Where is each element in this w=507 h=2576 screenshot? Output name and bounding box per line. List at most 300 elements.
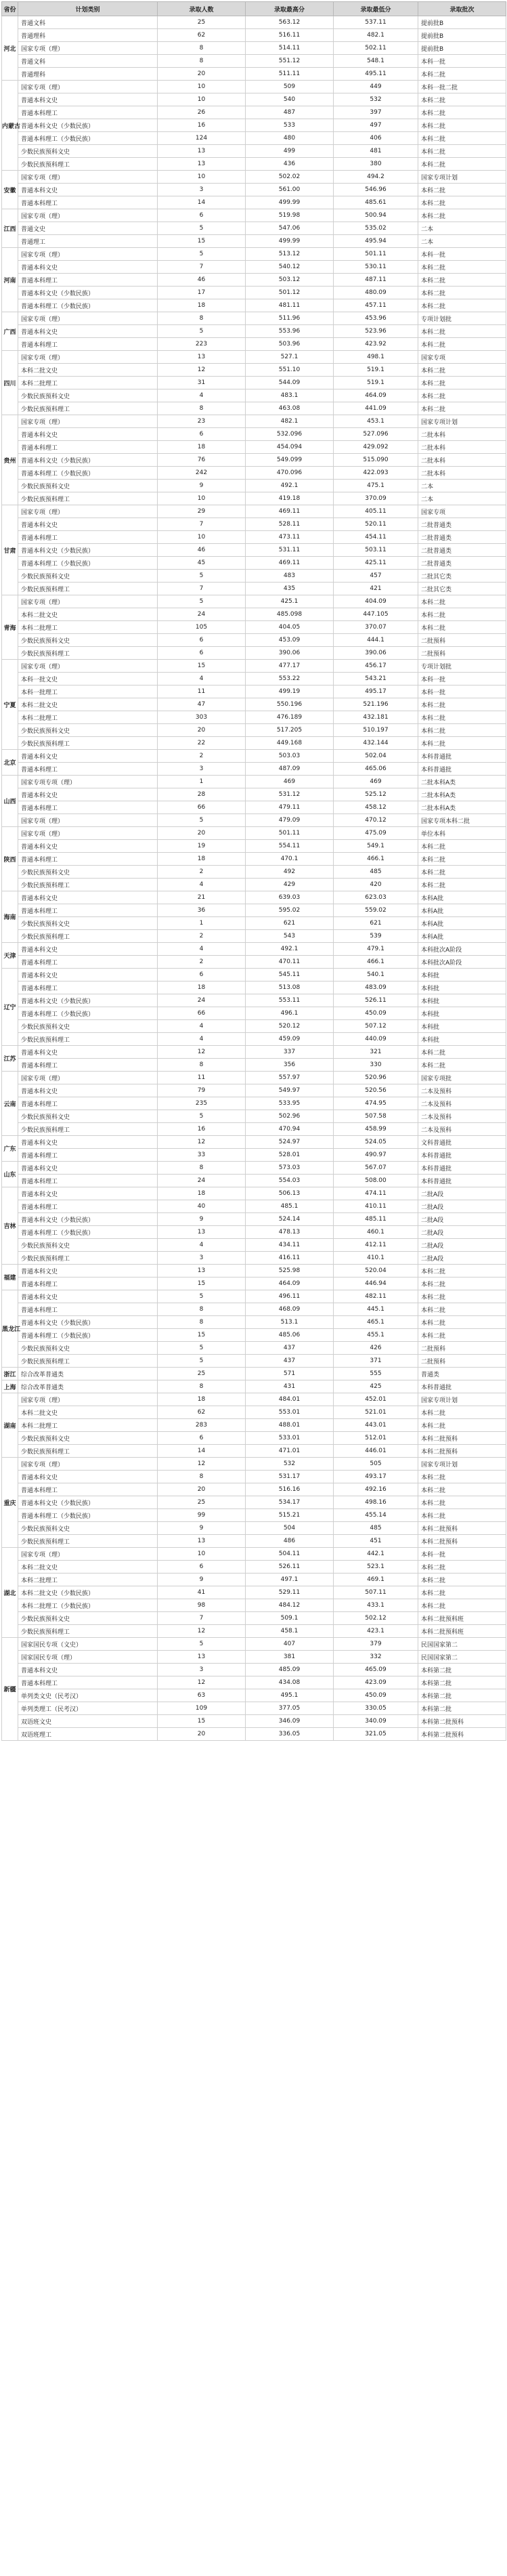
batch-cell: 本科二批 [418, 1599, 506, 1612]
admitted-count-cell: 40 [158, 1200, 246, 1213]
plan-category-cell: 普通本科理工 [18, 763, 158, 776]
batch-cell: 文科普通批 [418, 1136, 506, 1149]
min-score-cell: 555 [334, 1368, 418, 1380]
min-score-cell: 469.1 [334, 1574, 418, 1586]
admitted-count-cell: 15 [158, 1715, 246, 1728]
min-score-cell: 520.11 [334, 518, 418, 531]
table-row [2, 1278, 506, 1290]
admitted-count-cell: 45 [158, 557, 246, 570]
admitted-count-cell: 8 [158, 42, 246, 55]
table-row [2, 544, 506, 557]
min-score-cell: 370.07 [334, 621, 418, 634]
plan-category-cell: 本科二批理工 [18, 1574, 158, 1586]
batch-cell: 本科二批 [418, 840, 506, 853]
plan-category-cell: 少数民族预科理工 [18, 737, 158, 750]
admitted-count-cell: 8 [158, 402, 246, 415]
batch-cell: 二批预科 [418, 634, 506, 647]
max-score-cell: 499.99 [246, 235, 334, 248]
min-score-cell: 445.1 [334, 1303, 418, 1316]
header-province: 省份 [2, 2, 18, 16]
max-score-cell: 544.09 [246, 377, 334, 389]
table-row [2, 801, 506, 814]
plan-category-cell: 普通文科 [18, 55, 158, 68]
admitted-count-cell: 20 [158, 1728, 246, 1741]
plan-category-cell: 本科二批理工 [18, 1419, 158, 1432]
batch-cell: 二批其它类 [418, 570, 506, 583]
plan-category-cell: 少数民族预科文史 [18, 389, 158, 402]
max-score-cell: 459.09 [246, 1033, 334, 1046]
table-row [2, 68, 506, 81]
province-cell: 安徽 [2, 171, 18, 209]
batch-cell: 本科二批 [418, 1278, 506, 1290]
plan-category-cell: 国家专项（理） [18, 248, 158, 261]
max-score-cell: 463.08 [246, 402, 334, 415]
batch-cell: 本科批 [418, 1007, 506, 1020]
admitted-count-cell: 14 [158, 196, 246, 209]
min-score-cell: 498.1 [334, 351, 418, 364]
table-row [2, 1445, 506, 1458]
batch-cell: 本科普通批 [418, 763, 506, 776]
max-score-cell: 495.1 [246, 1689, 334, 1702]
table-row [2, 235, 506, 248]
min-score-cell: 543.21 [334, 673, 418, 685]
batch-cell: 二本 [418, 222, 506, 235]
max-score-cell: 551.10 [246, 364, 334, 377]
province-cell: 贵州 [2, 415, 18, 505]
plan-category-cell: 普通本科理工 [18, 1483, 158, 1496]
batch-cell: 本科二批预科 [418, 1535, 506, 1548]
batch-cell: 提前批B [418, 42, 506, 55]
plan-category-cell: 少数民族预科文史 [18, 1110, 158, 1123]
plan-category-cell: 少数民族预科文史 [18, 1239, 158, 1252]
header-admitted-count: 录取人数 [158, 2, 246, 16]
plan-category-cell: 普通本科理工（少数民族） [18, 1226, 158, 1239]
max-score-cell: 449.168 [246, 737, 334, 750]
admitted-count-cell: 1 [158, 917, 246, 930]
max-score-cell: 437 [246, 1355, 334, 1368]
plan-category-cell: 国家专项（理） [18, 1458, 158, 1471]
plan-category-cell: 国家专项（理） [18, 827, 158, 840]
min-score-cell: 494.2 [334, 171, 418, 184]
min-score-cell: 379 [334, 1638, 418, 1651]
max-score-cell: 436 [246, 158, 334, 171]
max-score-cell: 478.13 [246, 1226, 334, 1239]
batch-cell: 本科批 [418, 1020, 506, 1033]
min-score-cell: 453.96 [334, 312, 418, 325]
province-cell: 新疆 [2, 1638, 18, 1741]
plan-category-cell: 少数民族预科文史 [18, 570, 158, 583]
batch-cell: 本科A批 [418, 917, 506, 930]
admitted-count-cell: 15 [158, 1278, 246, 1290]
batch-cell: 本科二批 [418, 93, 506, 106]
admitted-count-cell: 8 [158, 1303, 246, 1316]
batch-cell: 国家专项计划 [418, 1393, 506, 1406]
min-score-cell: 492.16 [334, 1483, 418, 1496]
admitted-count-cell: 18 [158, 1187, 246, 1200]
plan-category-cell: 普通本科理工（少数民族） [18, 467, 158, 480]
admitted-count-cell: 5 [158, 1342, 246, 1355]
max-score-cell: 549.099 [246, 454, 334, 467]
table-row [2, 827, 506, 840]
batch-cell: 本科二批 [418, 402, 506, 415]
batch-cell: 二批本科A类 [418, 801, 506, 814]
min-score-cell: 432.144 [334, 737, 418, 750]
batch-cell: 本科二批 [418, 106, 506, 119]
admitted-count-cell: 2 [158, 750, 246, 763]
batch-cell: 提前批B [418, 16, 506, 29]
admitted-count-cell: 20 [158, 827, 246, 840]
table-row [2, 492, 506, 505]
batch-cell: 本科二批预科班 [418, 1612, 506, 1625]
plan-category-cell: 少数民族预科理工 [18, 492, 158, 505]
admitted-count-cell: 4 [158, 1033, 246, 1046]
table-row [2, 1509, 506, 1522]
min-score-cell: 515.090 [334, 454, 418, 467]
max-score-cell: 573.03 [246, 1162, 334, 1175]
plan-category-cell: 普通本科理工 [18, 1278, 158, 1290]
max-score-cell: 419.18 [246, 492, 334, 505]
table-row [2, 1200, 506, 1213]
admitted-count-cell: 13 [158, 158, 246, 171]
min-score-cell: 464.09 [334, 389, 418, 402]
batch-cell: 二批本科A类 [418, 776, 506, 788]
plan-category-cell: 少数民族预科文史 [18, 917, 158, 930]
max-score-cell: 529.11 [246, 1586, 334, 1599]
table-row [2, 338, 506, 351]
province-cell: 天津 [2, 943, 18, 969]
max-score-cell: 473.11 [246, 531, 334, 544]
max-score-cell: 502.96 [246, 1110, 334, 1123]
min-score-cell: 426 [334, 1342, 418, 1355]
admitted-count-cell: 10 [158, 531, 246, 544]
max-score-cell: 470.1 [246, 853, 334, 866]
batch-cell: 国家专项 [418, 505, 506, 518]
min-score-cell: 493.17 [334, 1471, 418, 1483]
table-row [2, 1483, 506, 1496]
max-score-cell: 434.11 [246, 1239, 334, 1252]
plan-category-cell: 普通本科文史 [18, 261, 158, 274]
plan-category-cell: 普通本科文史 [18, 840, 158, 853]
admitted-count-cell: 8 [158, 312, 246, 325]
admitted-count-cell: 12 [158, 1136, 246, 1149]
plan-category-cell: 普通本科理工 [18, 1149, 158, 1162]
batch-cell: 专项计划批 [418, 660, 506, 673]
min-score-cell: 380 [334, 158, 418, 171]
table-row [2, 698, 506, 711]
batch-cell: 本科普通批 [418, 750, 506, 763]
table-row [2, 866, 506, 879]
admitted-count-cell: 20 [158, 1483, 246, 1496]
table-row [2, 634, 506, 647]
max-score-cell: 526.11 [246, 1561, 334, 1574]
min-score-cell: 512.01 [334, 1432, 418, 1445]
max-score-cell: 543 [246, 930, 334, 943]
max-score-cell: 485.1 [246, 1200, 334, 1213]
table-row [2, 1097, 506, 1110]
batch-cell: 本科二批 [418, 145, 506, 158]
province-cell: 河北 [2, 16, 18, 81]
table-row [2, 248, 506, 261]
plan-category-cell: 普通本科理工 [18, 1200, 158, 1213]
max-score-cell: 528.11 [246, 518, 334, 531]
max-score-cell: 501.11 [246, 827, 334, 840]
batch-cell: 本科二批 [418, 377, 506, 389]
batch-cell: 民国国家第二 [418, 1638, 506, 1651]
plan-category-cell: 单列类理工（民考汉） [18, 1702, 158, 1715]
plan-category-cell: 国家专项（理） [18, 42, 158, 55]
max-score-cell: 502.02 [246, 171, 334, 184]
min-score-cell: 340.09 [334, 1715, 418, 1728]
plan-category-cell: 普通本科理工（少数民族） [18, 1329, 158, 1342]
admitted-count-cell: 12 [158, 1458, 246, 1471]
table-body [2, 16, 506, 1741]
plan-category-cell: 普通本科理工 [18, 981, 158, 994]
plan-category-cell: 国家专项（理） [18, 595, 158, 608]
table-row [2, 1599, 506, 1612]
plan-category-cell: 国家专项（理） [18, 171, 158, 184]
batch-cell: 二批A段 [418, 1200, 506, 1213]
max-score-cell: 492 [246, 866, 334, 879]
min-score-cell: 441.09 [334, 402, 418, 415]
table-row [2, 428, 506, 441]
max-score-cell: 336.05 [246, 1728, 334, 1741]
plan-category-cell: 普通本科文史 [18, 1046, 158, 1059]
plan-category-cell: 普通本科理工 [18, 853, 158, 866]
table-row [2, 647, 506, 660]
batch-cell: 本科二批 [418, 158, 506, 171]
batch-cell: 二本及预科 [418, 1084, 506, 1097]
max-score-cell: 513.1 [246, 1316, 334, 1329]
plan-category-cell: 普通本科文史 [18, 1265, 158, 1278]
max-score-cell: 499.19 [246, 685, 334, 698]
plan-category-cell: 普通本科理工 [18, 274, 158, 287]
plan-category-cell: 普通本科文史 [18, 1471, 158, 1483]
min-score-cell: 429.092 [334, 441, 418, 454]
min-score-cell: 485 [334, 1522, 418, 1535]
plan-category-cell: 国家专项（理） [18, 1072, 158, 1084]
admitted-count-cell: 10 [158, 93, 246, 106]
table-row [2, 1033, 506, 1046]
min-score-cell: 485 [334, 866, 418, 879]
admitted-count-cell: 13 [158, 1535, 246, 1548]
table-row [2, 1368, 506, 1380]
plan-category-cell: 普通理科 [18, 68, 158, 81]
min-score-cell: 465.09 [334, 1664, 418, 1676]
admitted-count-cell: 4 [158, 879, 246, 891]
admitted-count-cell: 79 [158, 1084, 246, 1097]
table-row [2, 402, 506, 415]
admitted-count-cell: 10 [158, 171, 246, 184]
admitted-count-cell: 11 [158, 685, 246, 698]
plan-category-cell: 普通文史 [18, 222, 158, 235]
batch-cell: 提前批B [418, 29, 506, 42]
plan-category-cell: 普通本科理工（少数民族） [18, 132, 158, 145]
table-row [2, 724, 506, 737]
table-row [2, 1638, 506, 1651]
table-row [2, 685, 506, 698]
table-row [2, 467, 506, 480]
min-score-cell: 460.1 [334, 1226, 418, 1239]
batch-cell: 本科二批 [418, 1316, 506, 1329]
header-min-score: 录取最低分 [334, 2, 418, 16]
plan-category-cell: 国家专项（理） [18, 1548, 158, 1561]
table-row [2, 454, 506, 467]
max-score-cell: 516.16 [246, 1483, 334, 1496]
max-score-cell: 554.03 [246, 1175, 334, 1187]
admitted-count-cell: 31 [158, 377, 246, 389]
plan-category-cell: 普通本科文史（少数民族） [18, 454, 158, 467]
table-row [2, 93, 506, 106]
table-row [2, 312, 506, 325]
min-score-cell: 466.1 [334, 853, 418, 866]
admitted-count-cell: 9 [158, 1574, 246, 1586]
plan-category-cell: 少数民族预科文史 [18, 1342, 158, 1355]
max-score-cell: 503.03 [246, 750, 334, 763]
table-row [2, 1187, 506, 1200]
plan-category-cell: 普通本科理工 [18, 904, 158, 917]
min-score-cell: 530.11 [334, 261, 418, 274]
min-score-cell: 469 [334, 776, 418, 788]
plan-category-cell: 普通本科文史（少数民族） [18, 544, 158, 557]
max-score-cell: 504.11 [246, 1548, 334, 1561]
table-row [2, 1625, 506, 1638]
min-score-cell: 412.11 [334, 1239, 418, 1252]
batch-cell: 本科二批 [418, 724, 506, 737]
plan-category-cell: 少数民族预科理工 [18, 583, 158, 595]
table-row [2, 389, 506, 402]
table-row [2, 81, 506, 93]
batch-cell: 本科第二批预科 [418, 1728, 506, 1741]
admitted-count-cell: 22 [158, 737, 246, 750]
batch-cell: 本科二批 [418, 325, 506, 338]
admitted-count-cell: 9 [158, 1522, 246, 1535]
table-row [2, 1020, 506, 1033]
max-score-cell: 561.00 [246, 184, 334, 196]
batch-cell: 本科二批预科班 [418, 1625, 506, 1638]
batch-cell: 本科第二批 [418, 1664, 506, 1676]
max-score-cell: 516.11 [246, 29, 334, 42]
plan-category-cell: 普通本科文史 [18, 1162, 158, 1175]
province-cell: 湖北 [2, 1548, 18, 1638]
admitted-count-cell: 41 [158, 1586, 246, 1599]
admitted-count-cell: 13 [158, 1226, 246, 1239]
plan-category-cell: 少数民族预科理工 [18, 158, 158, 171]
table-row [2, 196, 506, 209]
max-score-cell: 471.01 [246, 1445, 334, 1458]
table-row [2, 415, 506, 428]
min-score-cell: 549.1 [334, 840, 418, 853]
batch-cell: 本科二批 [418, 1329, 506, 1342]
table-row [2, 1072, 506, 1084]
min-score-cell: 482.11 [334, 1290, 418, 1303]
province-cell: 山西 [2, 776, 18, 827]
admitted-count-cell: 66 [158, 801, 246, 814]
min-score-cell: 457.11 [334, 299, 418, 312]
max-score-cell: 487.09 [246, 763, 334, 776]
max-score-cell: 503.12 [246, 274, 334, 287]
batch-cell: 本科二批 [418, 879, 506, 891]
plan-category-cell: 普通本科文史 [18, 428, 158, 441]
province-cell: 山东 [2, 1162, 18, 1187]
table-row [2, 904, 506, 917]
plan-category-cell: 本科二批文史 [18, 364, 158, 377]
table-row [2, 222, 506, 235]
batch-cell: 二批本科A类 [418, 788, 506, 801]
province-cell: 海南 [2, 891, 18, 943]
plan-category-cell: 少数民族预科文史 [18, 724, 158, 737]
max-score-cell: 356 [246, 1059, 334, 1072]
min-score-cell: 567.07 [334, 1162, 418, 1175]
max-score-cell: 485.06 [246, 1329, 334, 1342]
table-row [2, 1149, 506, 1162]
max-score-cell: 453.09 [246, 634, 334, 647]
table-row [2, 1265, 506, 1278]
batch-cell: 本科二批 [418, 261, 506, 274]
min-score-cell: 405.11 [334, 505, 418, 518]
table-row [2, 171, 506, 184]
plan-category-cell: 普通本科理工 [18, 441, 158, 454]
table-row [2, 1380, 506, 1393]
min-score-cell: 330 [334, 1059, 418, 1072]
plan-category-cell: 本科二批理工 [18, 711, 158, 724]
plan-category-cell: 少数民族预科文史 [18, 1432, 158, 1445]
table-row [2, 505, 506, 518]
batch-cell: 本科二批预科 [418, 1432, 506, 1445]
max-score-cell: 571 [246, 1368, 334, 1380]
batch-cell: 二批A段 [418, 1252, 506, 1265]
admitted-count-cell: 2 [158, 956, 246, 969]
table-row [2, 1471, 506, 1483]
max-score-cell: 553.22 [246, 673, 334, 685]
batch-cell: 本科二批 [418, 299, 506, 312]
max-score-cell: 519.98 [246, 209, 334, 222]
table-row [2, 711, 506, 724]
max-score-cell: 513.08 [246, 981, 334, 994]
plan-category-cell: 本科二批文史（少数民族） [18, 1586, 158, 1599]
max-score-cell: 527.1 [246, 351, 334, 364]
table-row [2, 518, 506, 531]
admitted-count-cell: 4 [158, 1020, 246, 1033]
table-row [2, 570, 506, 583]
batch-cell: 民国国家第二 [418, 1651, 506, 1664]
min-score-cell: 465.1 [334, 1316, 418, 1329]
batch-cell: 二批A段 [418, 1226, 506, 1239]
batch-cell: 本科普通批 [418, 1162, 506, 1175]
table-row [2, 1702, 506, 1715]
table-row [2, 351, 506, 364]
min-score-cell: 532 [334, 93, 418, 106]
plan-category-cell: 普通本科理工（少数民族） [18, 1509, 158, 1522]
max-score-cell: 476.189 [246, 711, 334, 724]
min-score-cell: 479.1 [334, 943, 418, 956]
min-score-cell: 508.00 [334, 1175, 418, 1187]
max-score-cell: 550.196 [246, 698, 334, 711]
max-score-cell: 557.97 [246, 1072, 334, 1084]
max-score-cell: 404.05 [246, 621, 334, 634]
admitted-count-cell: 15 [158, 660, 246, 673]
admission-table [1, 1, 506, 1741]
table-row [2, 1715, 506, 1728]
plan-category-cell: 国家专项（理） [18, 81, 158, 93]
max-score-cell: 483.1 [246, 389, 334, 402]
batch-cell: 本科二批 [418, 853, 506, 866]
table-row [2, 814, 506, 827]
min-score-cell: 444.1 [334, 634, 418, 647]
plan-category-cell: 普通本科文史（少数民族） [18, 994, 158, 1007]
admitted-count-cell: 10 [158, 492, 246, 505]
batch-cell: 国家专项 [418, 351, 506, 364]
plan-category-cell: 少数民族预科理工 [18, 879, 158, 891]
